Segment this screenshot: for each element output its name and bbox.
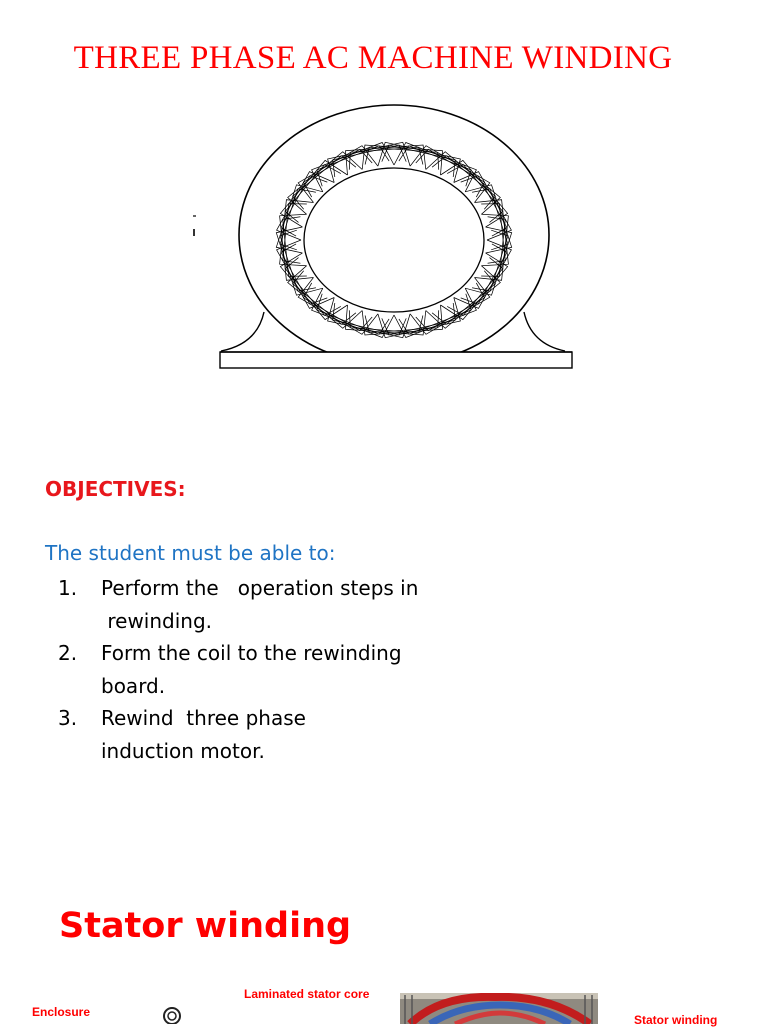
- coil-loop: [280, 253, 347, 320]
- coil-loop: [441, 160, 508, 227]
- list-item-line: Rewind three phase: [101, 706, 306, 730]
- list-number: 2.: [58, 641, 78, 665]
- coil-loop: [475, 200, 509, 266]
- coil-loop: [280, 160, 347, 227]
- list-number: 1.: [58, 576, 78, 600]
- list-item-line: Form the coil to the rewinding: [101, 641, 402, 665]
- coil-loop: [280, 200, 314, 266]
- list-item: [58, 702, 498, 767]
- stator-winding-diagram: [185, 98, 577, 376]
- objectives-intro: The student must be able to:: [45, 541, 336, 565]
- objectives-heading: OBJECTIVES:: [45, 477, 186, 501]
- motor-cutaway-image: [400, 993, 598, 1024]
- list-item: [58, 637, 498, 702]
- stator-winding-label: Stator winding: [634, 1013, 718, 1027]
- list-number: 3.: [58, 706, 78, 730]
- enclosure-label: Enclosure: [32, 1005, 91, 1019]
- enclosure-bolt-icon: [160, 1004, 186, 1024]
- coil-loop: [441, 253, 508, 320]
- laminated-core-label: Laminated stator core: [244, 987, 370, 1001]
- list-item-line: rewinding.: [101, 608, 213, 633]
- list-item-line: board.: [101, 673, 166, 698]
- list-item-line: induction motor.: [101, 738, 265, 763]
- stator-winding-heading: Stator winding: [59, 906, 352, 946]
- objectives-list: [58, 572, 498, 767]
- page-title: THREE PHASE AC MACHINE WINDING: [73, 40, 673, 76]
- list-item: [58, 572, 498, 637]
- list-item-line: Perform the operation steps in: [101, 576, 419, 600]
- coil-loop: [280, 214, 314, 280]
- coil-loop: [475, 214, 509, 280]
